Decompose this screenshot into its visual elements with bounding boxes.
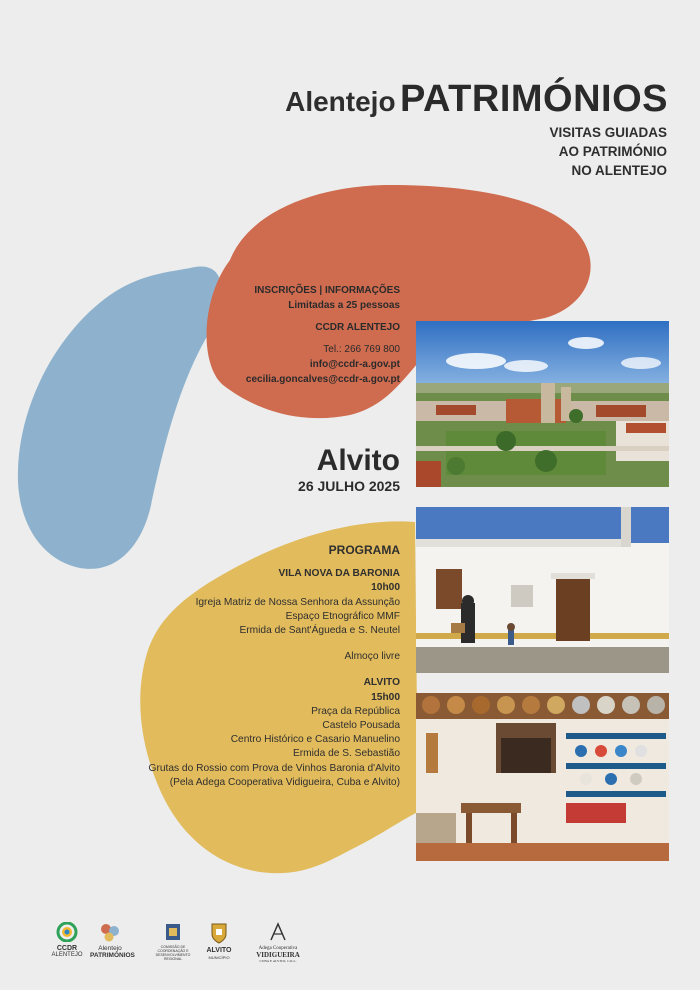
- program-place: ALVITO: [363, 677, 400, 689]
- blue-blob: [18, 267, 221, 569]
- info-limit: Limitadas a 25 pessoas: [288, 300, 400, 311]
- program-place: VILA NOVA DA BARONIA: [278, 568, 400, 580]
- program-item: Espaço Etnográfico MMF: [285, 610, 400, 622]
- program-item: Ermida de S. Sebastião: [292, 748, 400, 760]
- info-heading: INSCRIÇÕES | INFORMAÇÕES: [254, 285, 400, 296]
- ap-logo-sub: PATRIMÓNIOS: [90, 952, 135, 959]
- info-email-link[interactable]: info@ccdr-a.gov.pt: [309, 359, 400, 370]
- event-date: 26 JULHO 2025: [298, 478, 400, 494]
- adega-emblem-icon: [268, 922, 288, 942]
- partner-logos: [50, 918, 310, 964]
- program-item: (Pela Adega Cooperativa Vidigueira, Cuba e Alvito): [169, 776, 400, 788]
- program-item: Centro Histórico e Casario Manuelino: [230, 734, 400, 746]
- photo-aerial-town: [416, 321, 669, 487]
- alvito-crest-icon: [210, 922, 228, 944]
- title-prefix: Alentejo: [285, 86, 396, 117]
- subtitle-line: NO ALENTEJO: [571, 163, 667, 178]
- adega-logo-text-1: Adega Cooperativa: [258, 946, 298, 951]
- program-item: Ermida de Sant'Águeda e S. Neutel: [239, 625, 400, 637]
- ccdr-logo: [50, 922, 84, 959]
- alentejo-patrimonios-emblem-icon: [99, 922, 121, 942]
- ccdr-logo-sub: ALENTEJO: [51, 952, 83, 958]
- program-item: Igreja Matriz de Nossa Senhora da Assunção: [195, 596, 400, 608]
- subtitle-line: VISITAS GUIADAS: [549, 125, 667, 140]
- photo-kitchen-interior: [416, 693, 669, 861]
- alvito-municipio-logo: [200, 922, 238, 961]
- program: [149, 543, 400, 790]
- gov-logo-text: COMISSÃO DE COORDENAÇÃO E DESENVOLVIMENTO REGIONAL: [155, 945, 191, 961]
- info-org: CCDR ALENTEJO: [315, 322, 400, 333]
- poster-title: [285, 78, 668, 121]
- registration-info: [246, 283, 400, 387]
- ccdr-logo-text: CCDR: [56, 945, 78, 952]
- title-main: PATRIMÓNIOS: [400, 78, 668, 120]
- program-item: Castelo Pousada: [322, 720, 400, 732]
- adega-logo-text-3: CUBA E ALVITO, C.R.L.: [259, 959, 297, 963]
- event-town: Alvito: [316, 444, 400, 477]
- adega-logo-text-2: VIDIGUEIRA: [256, 951, 300, 959]
- government-logo: [150, 922, 196, 961]
- ccdr-emblem-icon: [56, 922, 78, 942]
- alentejo-patrimonios-logo: [90, 922, 135, 959]
- alvito-logo-text: ALVITO: [206, 947, 232, 954]
- program-lunch: Almoço livre: [344, 651, 400, 663]
- government-crest-icon: [163, 922, 183, 944]
- program-item: Grutas do Rossio com Prova de Vinhos Baronia d'Alvito: [148, 762, 400, 774]
- program-item: Praça da República: [311, 705, 400, 717]
- alvito-logo-sub: MUNICÍPIO: [208, 955, 230, 960]
- program-time: 10h00: [371, 582, 400, 594]
- info-email-link[interactable]: cecilia.goncalves@ccdr-a.gov.pt: [245, 374, 400, 385]
- photo-village-street: [416, 507, 669, 673]
- subtitle-line: AO PATRIMÓNIO: [558, 144, 667, 159]
- ap-logo-text: Alentejo: [98, 945, 122, 952]
- program-heading: PROGRAMA: [328, 543, 400, 557]
- poster-subtitle: [549, 123, 667, 180]
- info-phone: Tel.: 266 769 800: [323, 344, 400, 355]
- event-location: [298, 444, 400, 494]
- adega-vidigueira-logo: [250, 922, 306, 963]
- program-time: 15h00: [371, 691, 400, 703]
